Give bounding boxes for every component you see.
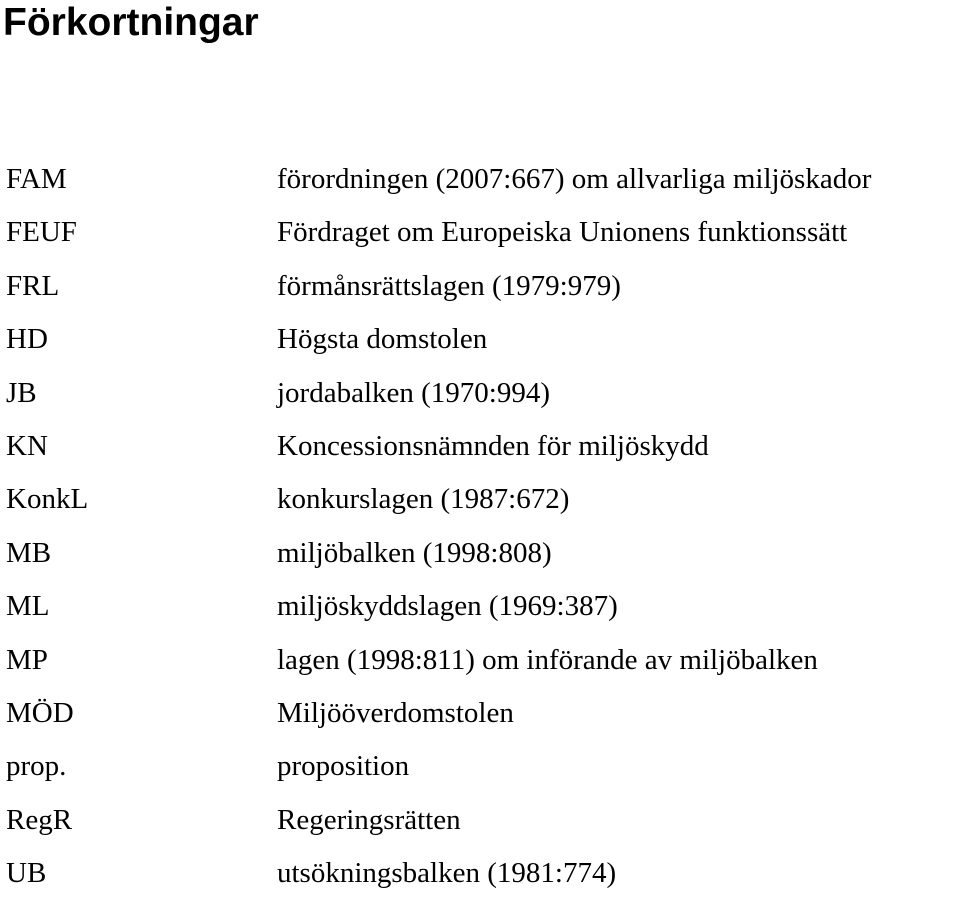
abbreviation-definition: förmånsrättslagen (1979:979)	[277, 269, 621, 302]
abbreviation-definition: Miljööverdomstolen	[277, 696, 514, 729]
abbreviation-definition: Regeringsrätten	[277, 803, 461, 836]
abbreviation-term: FEUF	[6, 216, 77, 249]
abbreviation-term: KonkL	[6, 483, 89, 516]
abbreviation-row	[0, 740, 960, 793]
abbreviation-term: MB	[6, 536, 52, 569]
abbreviation-term: MP	[6, 643, 48, 676]
page-title: Förkortningar	[3, 1, 259, 44]
abbreviation-term: HD	[6, 323, 48, 356]
abbreviation-row	[0, 313, 960, 366]
abbreviation-term: UB	[6, 857, 47, 890]
abbreviation-term: MÖD	[6, 696, 74, 729]
abbreviation-row	[0, 527, 960, 580]
abbreviation-row	[0, 473, 960, 526]
abbreviation-row	[0, 260, 960, 313]
abbreviation-row	[0, 420, 960, 473]
abbreviation-row	[0, 580, 960, 633]
abbreviation-list	[0, 153, 960, 900]
abbreviation-definition: jordabalken (1970:994)	[277, 376, 551, 409]
abbreviation-term: FRL	[6, 269, 60, 302]
abbreviation-definition: konkurslagen (1987:672)	[277, 483, 570, 516]
abbreviation-row	[0, 367, 960, 420]
abbreviation-definition: miljöbalken (1998:808)	[277, 536, 552, 569]
abbreviation-row	[0, 206, 960, 259]
abbreviation-term: KN	[6, 429, 48, 462]
abbreviation-term: ML	[6, 590, 50, 623]
abbreviation-term: prop.	[6, 750, 67, 783]
abbreviation-term: JB	[6, 376, 37, 409]
abbreviation-row	[0, 847, 960, 900]
abbreviation-row	[0, 153, 960, 206]
abbreviation-term: RegR	[6, 803, 73, 836]
abbreviation-row	[0, 794, 960, 847]
abbreviation-term: FAM	[6, 163, 67, 195]
abbreviation-definition: förordningen (2007:667) om allvarliga miljöskador	[277, 163, 872, 195]
abbreviation-definition: Koncessionsnämnden för miljöskydd	[277, 429, 709, 462]
abbreviation-definition: miljöskyddslagen (1969:387)	[277, 590, 618, 623]
abbreviation-row	[0, 687, 960, 740]
abbreviation-definition: Högsta domstolen	[277, 323, 488, 356]
abbreviation-definition: Fördraget om Europeiska Unionens funktionssätt	[277, 216, 848, 249]
abbreviation-definition: utsökningsbalken (1981:774)	[277, 857, 617, 890]
abbreviation-row	[0, 634, 960, 687]
abbreviation-definition: lagen (1998:811) om införande av miljöbalken	[277, 643, 818, 676]
abbreviation-definition: proposition	[277, 750, 410, 783]
